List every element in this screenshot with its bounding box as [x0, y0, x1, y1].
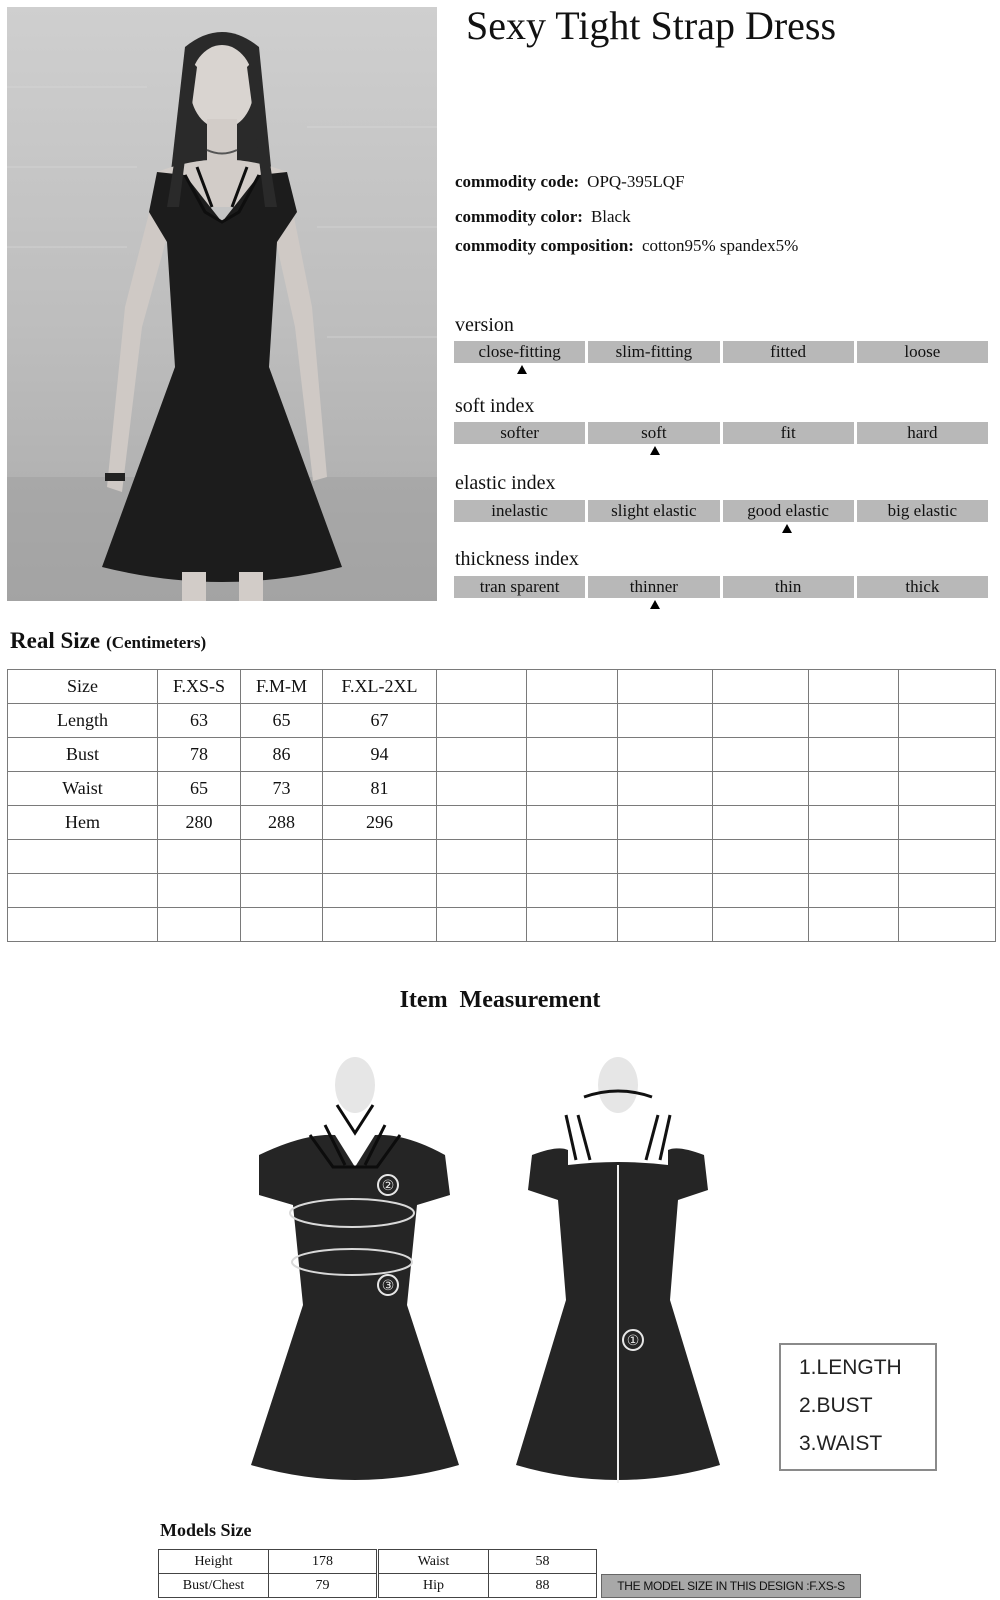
elastic-option: big elastic [857, 500, 988, 522]
table-cell: 58 [489, 1550, 597, 1574]
table-cell: 280 [158, 806, 241, 840]
version-option: loose [857, 341, 988, 363]
thickness-option: thinner [588, 576, 719, 598]
models-size-table-left [158, 1549, 377, 1598]
model-size-note: THE MODEL SIZE IN THIS DESIGN :F.XS-S [601, 1574, 861, 1598]
table-row [379, 1550, 597, 1574]
table-cell: Height [159, 1550, 269, 1574]
thickness-option: thin [723, 576, 854, 598]
dress-front-view [245, 1055, 460, 1495]
dress-back-illustration [508, 1055, 723, 1495]
table-cell: 81 [323, 772, 437, 806]
version-option: fitted [723, 341, 854, 363]
models-size-heading: Models Size [160, 1520, 252, 1540]
soft-option: softer [454, 422, 585, 444]
version-option: close-fitting [454, 341, 585, 363]
elastic-scale-title: elastic index [455, 472, 556, 494]
commodity-code-row [455, 172, 684, 192]
real-size-heading [10, 628, 206, 654]
length-marker: ① [626, 1333, 640, 1349]
item-measurement-heading: Item Measurement [399, 987, 601, 1013]
table-header-cell: F.XS-S [158, 670, 241, 704]
soft-option: fit [723, 422, 854, 444]
table-cell: 178 [269, 1550, 377, 1574]
thickness-selected-marker-icon [650, 600, 660, 609]
table-cell: Hem [8, 806, 158, 840]
table-cell: 88 [489, 1574, 597, 1598]
version-option: slim-fitting [588, 341, 719, 363]
table-cell: Hip [379, 1574, 489, 1598]
table-row [159, 1550, 377, 1574]
table-cell: Bust/Chest [159, 1574, 269, 1598]
commodity-color-label: commodity color: [455, 207, 583, 226]
elastic-option: slight elastic [588, 500, 719, 522]
table-row [8, 772, 996, 806]
thickness-scale [454, 576, 988, 598]
soft-option: soft [588, 422, 719, 444]
elastic-option: inelastic [454, 500, 585, 522]
elastic-scale [454, 500, 988, 522]
legend-item-waist: 3.WAIST [799, 1432, 883, 1455]
table-cell: Length [8, 704, 158, 738]
table-row [8, 670, 996, 704]
table-header-cell: F.M-M [241, 670, 323, 704]
table-cell: 65 [158, 772, 241, 806]
elastic-option: good elastic [723, 500, 854, 522]
soft-scale-title: soft index [455, 395, 535, 417]
real-size-title: Real Size [10, 628, 101, 653]
table-row [8, 738, 996, 772]
model-illustration [7, 7, 437, 601]
table-row [379, 1574, 597, 1598]
table-cell: 79 [269, 1574, 377, 1598]
legend-item-bust: 2.BUST [799, 1394, 873, 1417]
legend-item-length: 1.LENGTH [799, 1356, 902, 1379]
version-scale-title: version [455, 314, 514, 336]
waist-marker: ③ [381, 1278, 395, 1294]
table-cell: 63 [158, 704, 241, 738]
thickness-option: thick [857, 576, 988, 598]
table-cell: 78 [158, 738, 241, 772]
product-title: Sexy Tight Strap Dress [466, 3, 837, 48]
commodity-code-label: commodity code: [455, 172, 580, 191]
soft-scale [454, 422, 988, 444]
measurement-legend [779, 1343, 937, 1471]
product-photo [7, 7, 437, 601]
version-selected-marker-icon [517, 365, 527, 374]
commodity-color-value: Black [590, 207, 631, 226]
table-cell: 94 [323, 738, 437, 772]
table-row-empty [8, 840, 996, 874]
real-size-unit: (Centimeters) [106, 633, 207, 652]
table-cell: Waist [379, 1550, 489, 1574]
table-cell: 86 [241, 738, 323, 772]
table-header-cell: Size [8, 670, 158, 704]
table-cell: Waist [8, 772, 158, 806]
table-row-empty [8, 908, 996, 942]
commodity-composition-label: commodity composition: [455, 236, 634, 255]
bust-marker: ② [381, 1178, 395, 1194]
real-size-table [7, 669, 996, 942]
table-cell: 65 [241, 704, 323, 738]
table-cell: 73 [241, 772, 323, 806]
thickness-option: tran sparent [454, 576, 585, 598]
soft-option: hard [857, 422, 988, 444]
models-size-table-right [378, 1549, 597, 1598]
table-cell: 67 [323, 704, 437, 738]
table-row [8, 704, 996, 738]
commodity-composition-row [455, 236, 798, 256]
soft-selected-marker-icon [650, 446, 660, 455]
table-cell: Bust [8, 738, 158, 772]
commodity-composition-value: cotton95% spandex5% [641, 236, 799, 255]
dress-back-view [508, 1055, 723, 1495]
thickness-scale-title: thickness index [455, 548, 579, 570]
table-row [8, 806, 996, 840]
table-row-empty [8, 874, 996, 908]
dress-front-illustration [245, 1055, 460, 1495]
elastic-selected-marker-icon [782, 524, 792, 533]
table-cell: 288 [241, 806, 323, 840]
version-scale [454, 341, 988, 363]
table-row [159, 1574, 377, 1598]
commodity-color-row [455, 207, 631, 227]
table-cell: 296 [323, 806, 437, 840]
commodity-code-value: OPQ-395LQF [587, 172, 685, 191]
table-header-cell: F.XL-2XL [323, 670, 437, 704]
